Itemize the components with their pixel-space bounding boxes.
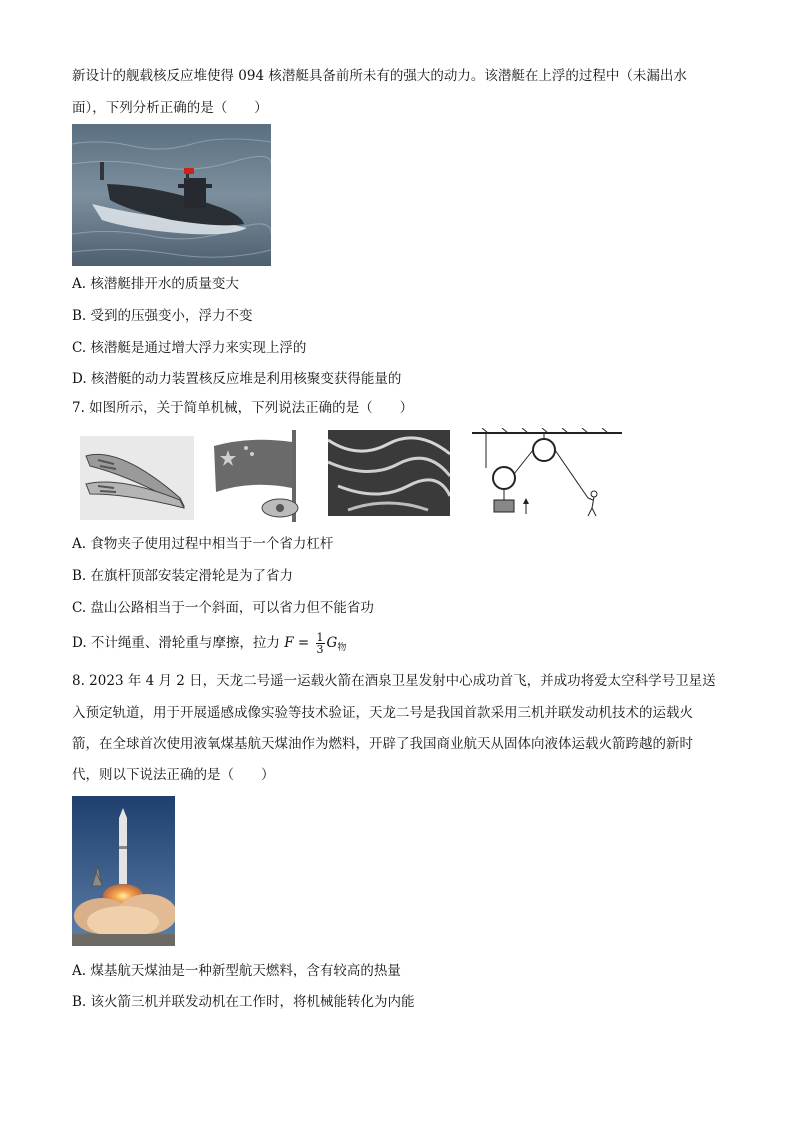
q8-stem-line1: 8. 2023 年 4 月 2 日，天龙二号遥一运载火箭在酒泉卫星发射中心成功首飞，并成功将爱太空科学号卫星送 bbox=[72, 673, 716, 689]
q8-stem-line2: 入预定轨道，用于开展遥感成像实验等技术验证，天龙二号是我国首款采用三机并联发动机技术的运载火 bbox=[72, 705, 693, 721]
q7-option-c: C. 盘山公路相当于一个斜面，可以省力但不能省功 bbox=[72, 600, 374, 616]
q7-option-d bbox=[72, 626, 346, 665]
q7-option-d-text: D. 不计绳重、滑轮重与摩擦，拉力 bbox=[72, 635, 280, 651]
gravity-subscript: 物 bbox=[337, 643, 347, 653]
q7-option-b: B. 在旗杆顶部安装定滑轮是为了省力 bbox=[72, 568, 294, 584]
q8-stem-line4: 代，则以下说法正确的是（ ） bbox=[72, 767, 275, 783]
fraction-numerator: 1 bbox=[316, 631, 324, 644]
food-tongs-image bbox=[80, 436, 194, 520]
fraction-denominator: 3 bbox=[316, 643, 324, 656]
mountain-road-image bbox=[328, 430, 450, 516]
gravity-symbol: G bbox=[326, 635, 338, 651]
q6-option-a: A. 核潜艇排开水的质量变大 bbox=[72, 276, 239, 292]
q6-stem-line2: 面），下列分析正确的是（ ） bbox=[72, 100, 268, 116]
one-third-fraction bbox=[316, 632, 325, 655]
force-symbol: F bbox=[284, 635, 294, 651]
q6-stem-line1: 新设计的舰载核反应堆使得 094 核潜艇具备前所未有的强大的动力。该潜艇在上浮的过程中（未漏出水 bbox=[72, 68, 687, 84]
submarine-photo bbox=[72, 124, 271, 266]
q8-option-b: B. 该火箭三机并联发动机在工作时，将机械能转化为内能 bbox=[72, 994, 415, 1010]
equals-sign: = bbox=[293, 635, 314, 651]
rocket-launch-photo bbox=[72, 796, 175, 946]
q6-option-c: C. 核潜艇是通过增大浮力来实现上浮的 bbox=[72, 340, 307, 356]
q6-option-b: B. 受到的压强变小，浮力不变 bbox=[72, 308, 253, 324]
pulley-system-diagram bbox=[472, 428, 622, 520]
flagpole-pulley-image bbox=[210, 430, 310, 522]
q7-stem: 7. 如图所示，关于简单机械，下列说法正确的是（ ） bbox=[72, 400, 414, 416]
q8-stem-line3: 箭，在全球首次使用液氧煤基航天煤油作为燃料，开辟了我国商业航天从固体向液体运载火箭跨越的新时 bbox=[72, 736, 693, 752]
q8-option-a: A. 煤基航天煤油是一种新型航天燃料，含有较高的热量 bbox=[72, 963, 401, 979]
q7-option-a: A. 食物夹子使用过程中相当于一个省力杠杆 bbox=[72, 536, 334, 552]
q6-option-d: D. 核潜艇的动力装置核反应堆是利用核聚变获得能量的 bbox=[72, 371, 402, 387]
